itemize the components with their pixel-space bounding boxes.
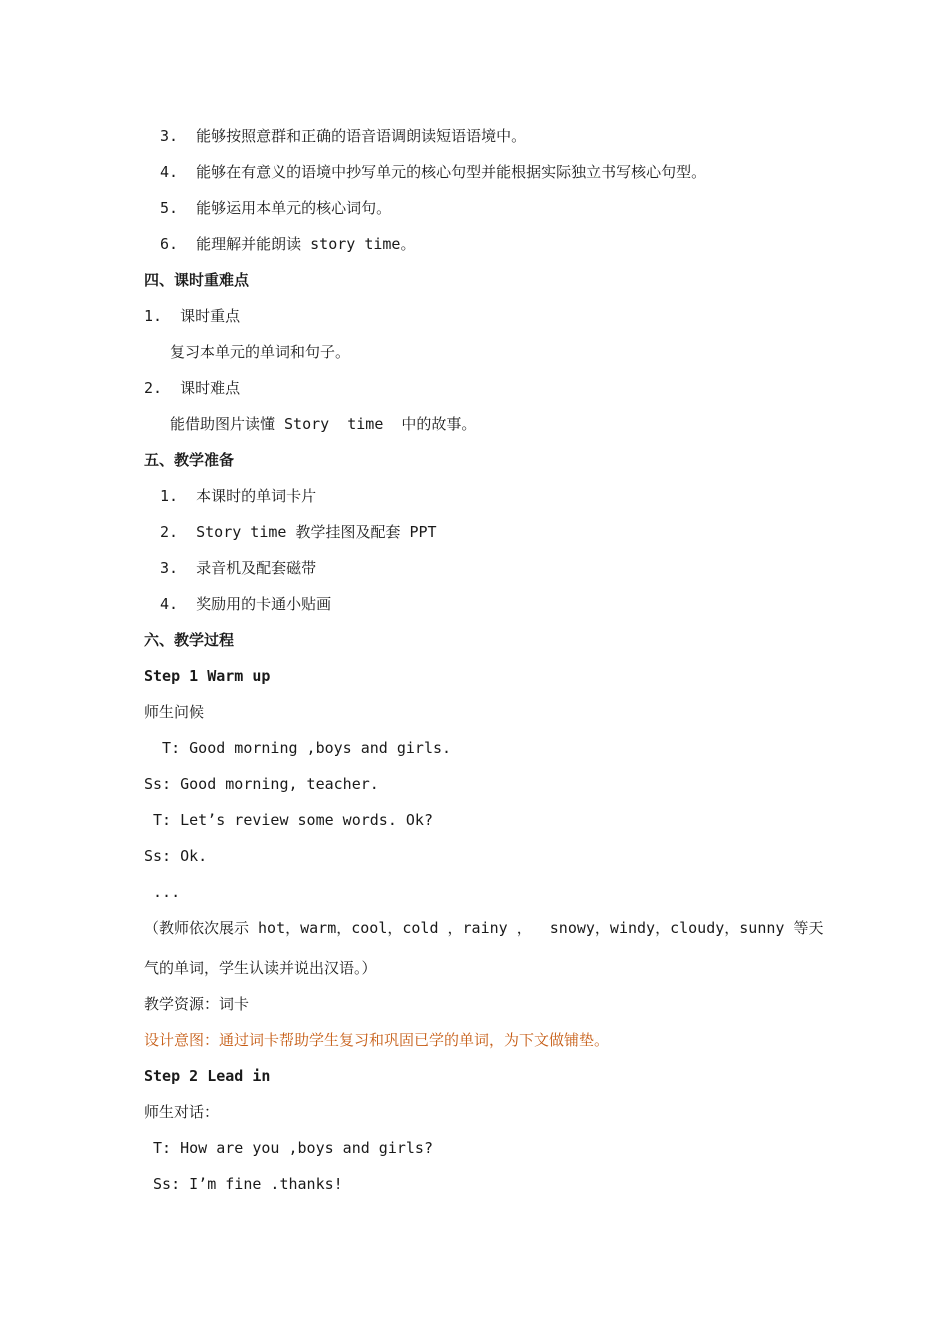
objective-item-3: 3. 能够按照意群和正确的语音语调朗读短语语境中。 [160,127,527,145]
step2-title: Step 2 Lead in [144,1067,271,1085]
step1-resource: 教学资源：词卡 [144,995,250,1013]
difficult-point-text: 能借助图片读懂 Story time 中的故事。 [170,415,477,433]
objective-item-6: 6. 能理解并能朗读 story time。 [160,235,416,253]
step1-note-line-2: 气的单词，学生认读并说出汉语。） [144,959,377,977]
objective-item-5: 5. 能够运用本单元的核心词句。 [160,199,392,217]
section-heading-key-points: 四、课时重难点 [144,271,250,289]
step1-design-intent: 设计意图：通过词卡帮助学生复习和巩固已学的单词，为下文做铺垫。 [144,1031,610,1049]
step2-intro: 师生对话： [144,1103,220,1121]
dialogue-line: T: Good morning ,boys and girls. [144,739,452,757]
preparation-item-2: 2. Story time 教学挂图及配套 PPT [160,523,437,541]
step1-title: Step 1 Warm up [144,667,271,685]
key-point-label: 1. 课时重点 [144,307,241,325]
dialogue-line: Ss: Good morning, teacher. [144,775,379,793]
dialogue-line: T: Let’s review some words. Ok? [144,811,433,829]
dialogue-ellipsis: ... [144,883,181,901]
preparation-item-3: 3. 录音机及配套磁带 [160,559,317,577]
section-heading-process: 六、教学过程 [144,631,235,649]
dialogue-line: T: How are you ,boys and girls? [144,1139,433,1157]
step1-note-line-1: （教师依次展示 hot，warm，cool，cold ，rainy ， snowy，windy，cloudy，sunny 等天 [144,919,824,937]
section-heading-preparation: 五、教学准备 [144,451,235,469]
preparation-item-1: 1. 本课时的单词卡片 [160,487,317,505]
step1-intro: 师生问候 [144,703,205,721]
difficult-point-label: 2. 课时难点 [144,379,241,397]
objective-item-4: 4. 能够在有意义的语境中抄写单元的核心句型并能根据实际独立书写核心句型。 [160,163,707,181]
key-point-text: 复习本单元的单词和句子。 [170,343,351,361]
dialogue-line: Ss: Ok. [144,847,208,865]
preparation-item-4: 4. 奖励用的卡通小贴画 [160,595,332,613]
dialogue-line: Ss: I’m fine .thanks! [144,1175,343,1193]
